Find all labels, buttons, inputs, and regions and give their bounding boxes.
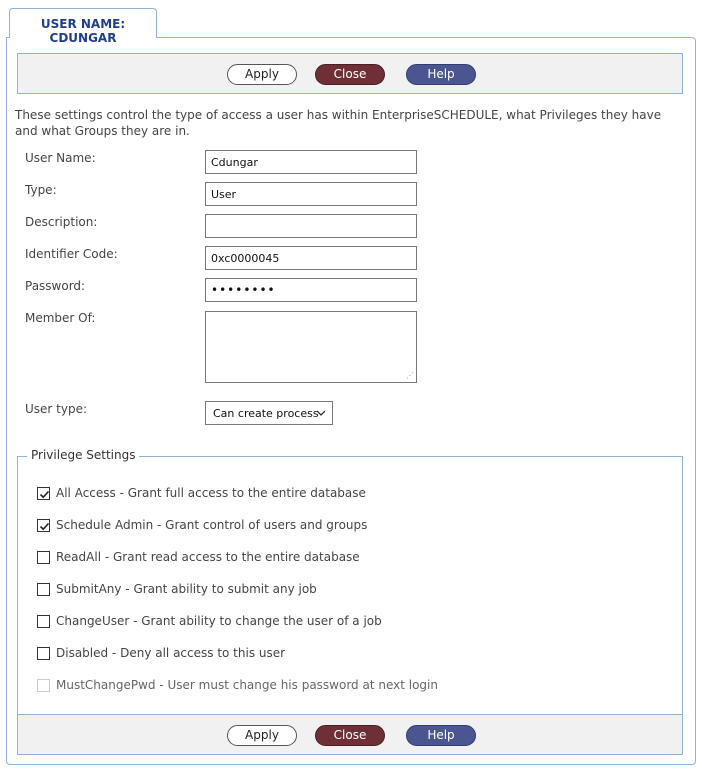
apply-button[interactable]: Apply	[227, 64, 297, 85]
member-of-textarea[interactable]	[205, 311, 417, 383]
checkbox-unchecked[interactable]	[37, 647, 50, 660]
privilege-label: MustChangePwd - User must change his password at next login	[56, 678, 438, 692]
description-label: Description:	[25, 215, 98, 229]
top-toolbar	[17, 53, 683, 94]
bottom-toolbar	[17, 714, 683, 755]
privilege-label: Schedule Admin - Grant control of users and groups	[56, 518, 368, 532]
password-label: Password:	[25, 279, 86, 293]
user-tab[interactable]	[9, 8, 157, 45]
apply-button[interactable]: Apply	[227, 725, 297, 746]
privilege-label: SubmitAny - Grant ability to submit any job	[56, 582, 317, 596]
description-input[interactable]	[205, 214, 417, 238]
member-of-label: Member Of:	[25, 311, 96, 325]
user-type-label: User type:	[25, 402, 88, 416]
help-button[interactable]: Help	[406, 64, 476, 85]
checkbox-checked[interactable]	[37, 519, 50, 532]
help-button[interactable]: Help	[406, 725, 476, 746]
user-name-label: User Name:	[25, 151, 96, 165]
tab-title: USER NAME: CDUNGAR	[40, 17, 126, 45]
privilege-label: Disabled - Deny all access to this user	[56, 646, 286, 660]
checkbox-checked[interactable]	[37, 487, 50, 500]
close-button[interactable]: Close	[315, 725, 385, 746]
checkbox-unchecked[interactable]	[37, 615, 50, 628]
privilege-label: All Access - Grant full access to the entire database	[56, 486, 366, 500]
intro-text: These settings control the type of access a user has within EnterpriseSCHEDULE, what Privileges they have and what Groups they are in.	[15, 108, 662, 138]
checkbox-unchecked[interactable]	[37, 551, 50, 564]
user-name-input[interactable]: Cdungar	[205, 150, 417, 174]
resize-grip-icon[interactable]: ⋰	[406, 371, 414, 380]
type-label: Type:	[25, 183, 57, 197]
type-input[interactable]: User	[205, 182, 417, 206]
privilege-label: ReadAll - Grant read access to the entire database	[56, 550, 360, 564]
chevron-down-icon	[316, 406, 326, 423]
identifier-code-input[interactable]: 0xc0000045	[205, 246, 417, 270]
checkmark-icon	[38, 520, 51, 533]
checkbox-unchecked	[37, 679, 50, 692]
identifier-code-label: Identifier Code:	[25, 247, 118, 261]
checkmark-icon	[38, 488, 51, 501]
privilege-label: ChangeUser - Grant ability to change the user of a job	[56, 614, 382, 628]
user-type-value: Can create process	[213, 407, 319, 420]
close-button[interactable]: Close	[315, 64, 385, 85]
checkbox-unchecked[interactable]	[37, 583, 50, 596]
privilege-settings-legend: Privilege Settings	[27, 448, 139, 462]
password-input[interactable]: ••••••••	[205, 278, 417, 302]
user-type-select[interactable]	[205, 401, 333, 425]
